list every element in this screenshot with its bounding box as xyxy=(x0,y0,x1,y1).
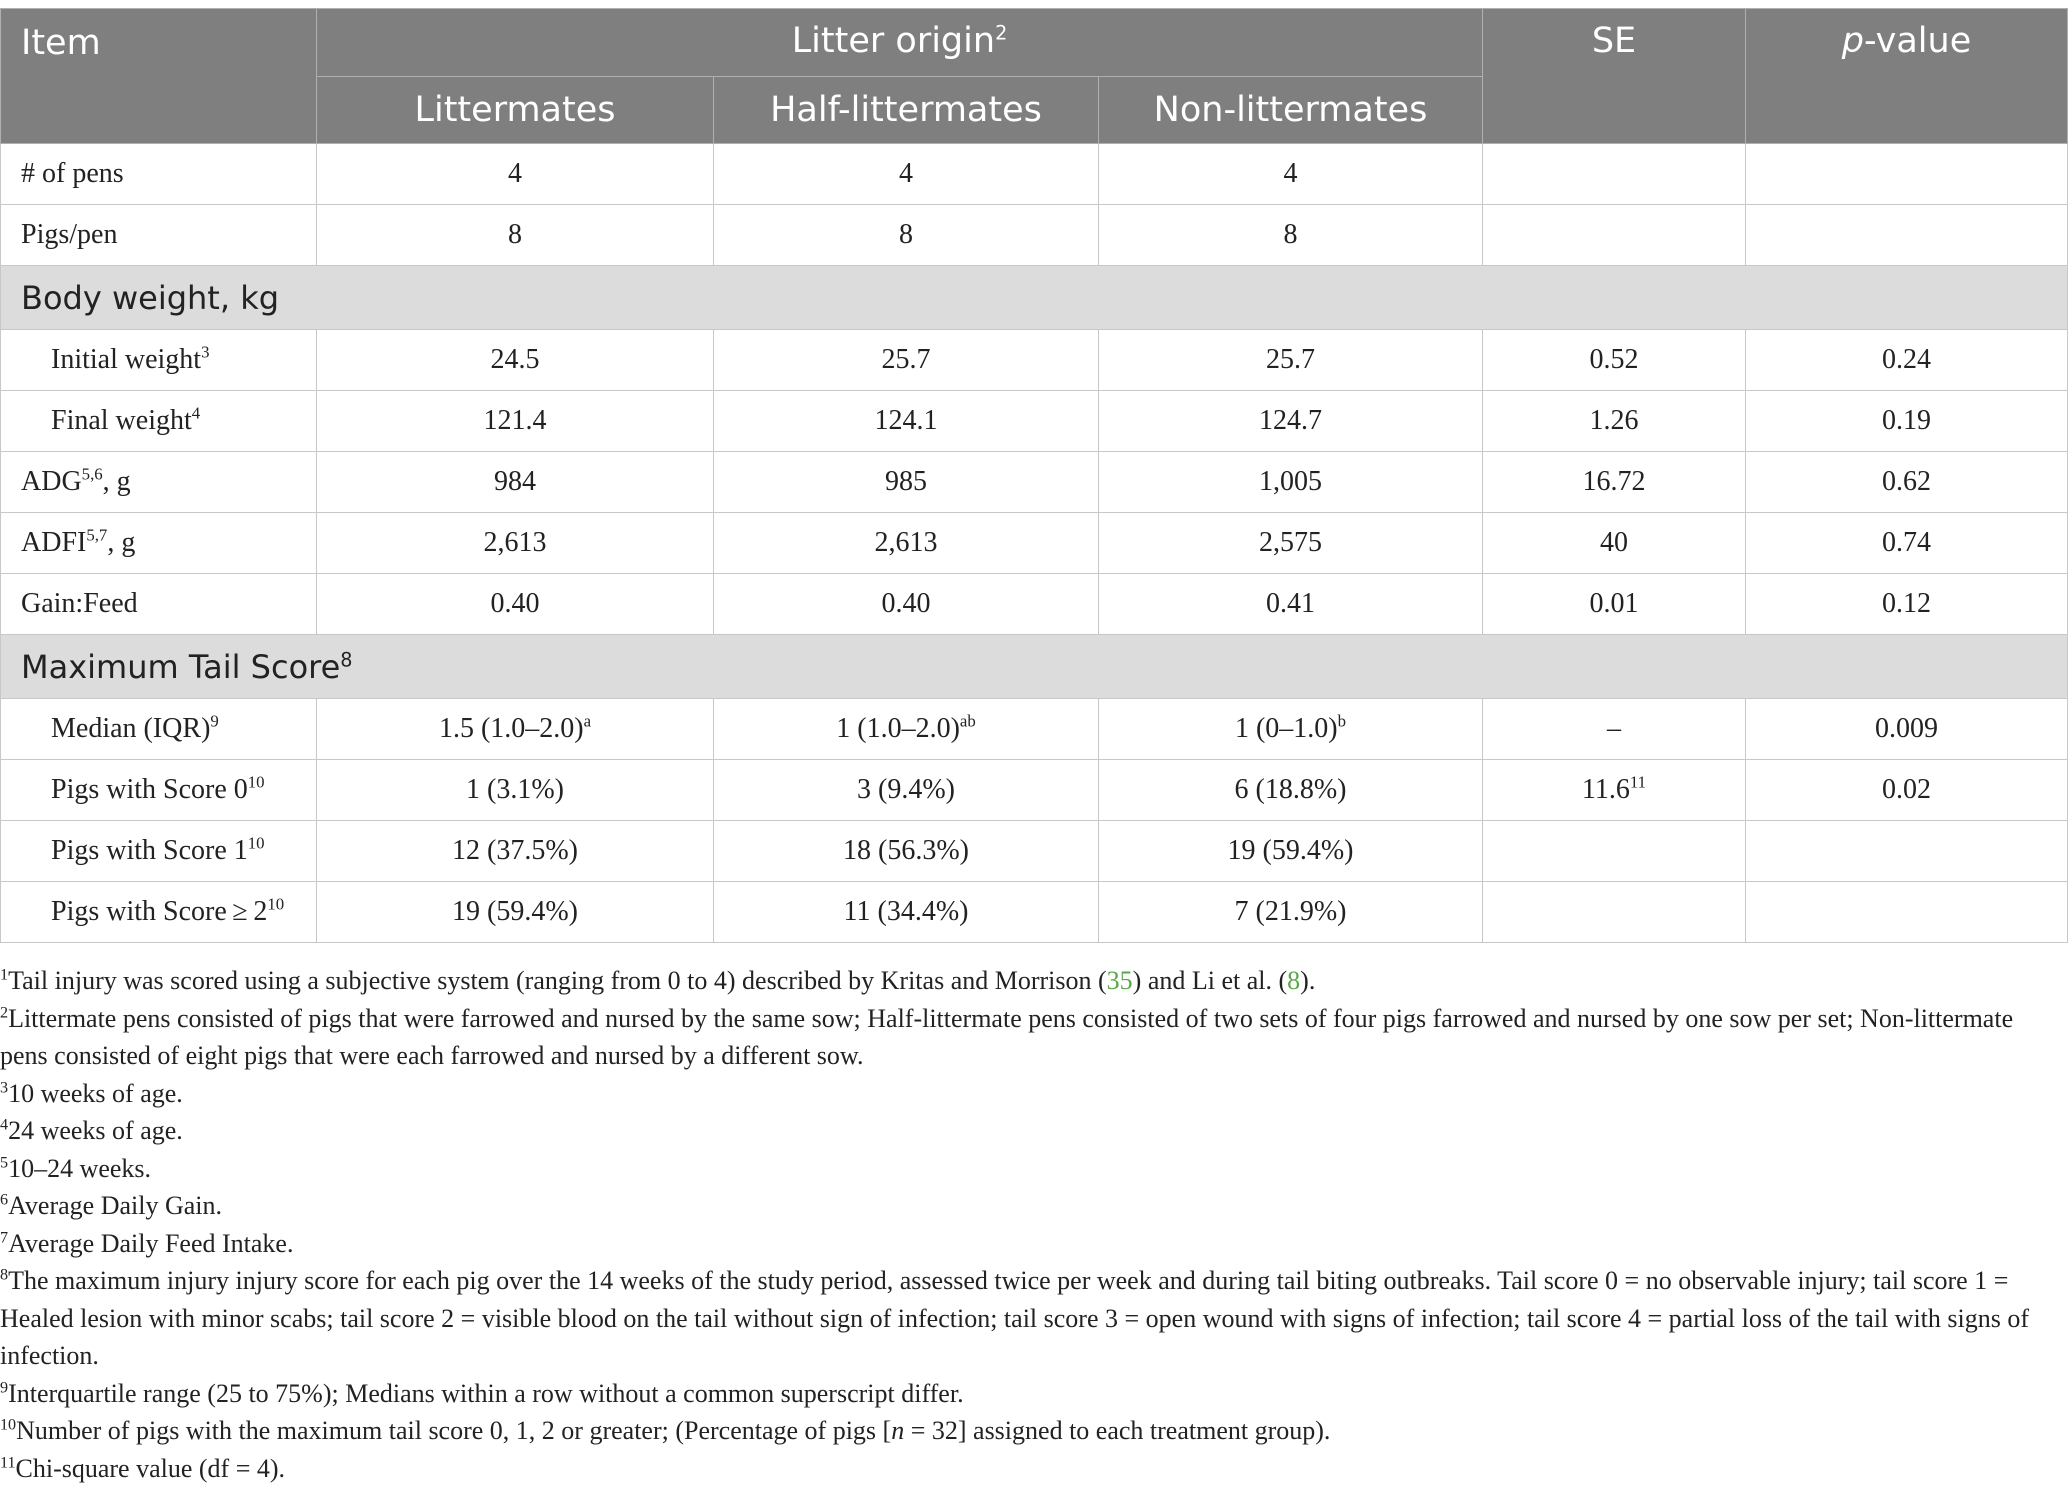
cell-non-littermates: 1,005 xyxy=(1099,452,1483,513)
cell-half-littermates: 11 (34.4%) xyxy=(714,882,1099,943)
row-score-2-plus xyxy=(1,882,2068,943)
cell-half-littermates: 1 $(1.0-2.0)^{ab}$ xyxy=(714,699,1099,760)
section-body-weight xyxy=(1,266,2068,330)
cell-se: 0.01 xyxy=(1483,574,1746,635)
cell-se xyxy=(1483,821,1746,882)
cell-non-littermates: 0.41 xyxy=(1099,574,1483,635)
cell-p-value: 0.74 xyxy=(1746,513,2068,574)
section-tail-score xyxy=(1,635,2068,699)
cell-se: 40 xyxy=(1483,513,1746,574)
cell-littermates: 4 xyxy=(317,144,714,205)
cell-half-littermates: 985 xyxy=(714,452,1099,513)
footnote-9: $^9$Interquartile range (25 to 75%); Medians within a row without a common superscript differ. xyxy=(0,1378,964,1408)
row-pigs-per-pen xyxy=(1,205,2068,266)
cell-se: 11.6$^{11}$ xyxy=(1483,760,1746,821)
row-label: Median (IQR)$^9$ xyxy=(1,699,317,760)
cell-p-value xyxy=(1746,821,2068,882)
cell-p-value: 0.62 xyxy=(1746,452,2068,513)
cell-littermates: 8 xyxy=(317,205,714,266)
cell-non-littermates: 8 xyxy=(1099,205,1483,266)
row-label: Initial weight$^3$ xyxy=(1,330,317,391)
cell-se: 1.26 xyxy=(1483,391,1746,452)
cell-p-value: 0.02 xyxy=(1746,760,2068,821)
cell-se xyxy=(1483,144,1746,205)
header-se: SE xyxy=(1483,9,1746,144)
cell-littermates: 1 (3.1%) xyxy=(317,760,714,821)
cell-littermates: 24.5 xyxy=(317,330,714,391)
footnote-10: $^{10}$Number of pigs with the maximum tail score 0, 1, 2 or greater; (Percentage of pigs [n = 32] assigned to each treatment group). xyxy=(0,1416,1331,1445)
cell-half-littermates: 25.7 xyxy=(714,330,1099,391)
cell-se xyxy=(1483,205,1746,266)
cell-p-value: 0.12 xyxy=(1746,574,2068,635)
cell-p-value xyxy=(1746,144,2068,205)
row-pens xyxy=(1,144,2068,205)
section-title: Maximum Tail Score$^8$ xyxy=(1,635,2068,699)
table-footnotes xyxy=(0,962,2050,1487)
results-table xyxy=(0,8,2068,943)
cell-non-littermates: 25.7 xyxy=(1099,330,1483,391)
row-label: ADFI$^{5,7}$, g xyxy=(1,513,317,574)
cell-p-value: 0.009 xyxy=(1746,699,2068,760)
footnote-3: $^3$10 weeks of age. xyxy=(0,1078,183,1108)
cell-non-littermates: 1 $(0-1.0)^b$ xyxy=(1099,699,1483,760)
cell-p-value: 0.19 xyxy=(1746,391,2068,452)
cell-half-littermates: 3 (9.4%) xyxy=(714,760,1099,821)
header-litter-origin: Litter origin$^2$ xyxy=(317,9,1483,77)
footnote-11: $^{11}$Chi-square value (df = 4). xyxy=(0,1453,286,1483)
footnote-7: $^7$Average Daily Feed Intake. xyxy=(0,1228,294,1258)
cell-se: – xyxy=(1483,699,1746,760)
row-initial-weight xyxy=(1,330,2068,391)
cell-non-littermates: 4 xyxy=(1099,144,1483,205)
cell-half-littermates: 8 xyxy=(714,205,1099,266)
cell-littermates: 1.5 $(1.0-2.0)^a$ xyxy=(317,699,714,760)
header-half-littermates: Half-littermates xyxy=(714,77,1099,144)
cell-p-value xyxy=(1746,205,2068,266)
row-label: Pigs with Score ≥ $2^{10}$ xyxy=(1,882,317,943)
row-label: Pigs/pen xyxy=(1,205,317,266)
reference-link-35[interactable]: 35 xyxy=(1106,966,1133,995)
row-label: Pigs with Score $1^{10}$ xyxy=(1,821,317,882)
header-non-littermates: Non-littermates xyxy=(1099,77,1483,144)
row-label: # of pens xyxy=(1,144,317,205)
footnote-2: $^2$Littermate pens consisted of pigs that were farrowed and nursed by the same sow; Half-littermate pens consisted of two sets of four pigs farrowed and nursed by one sow per set; Non-littermate pens consisted of eight pigs that were each farrowed and nursed by a different sow. xyxy=(0,1003,2014,1070)
section-title: Body weight, kg xyxy=(1,266,2068,330)
cell-half-littermates: 18 (56.3%) xyxy=(714,821,1099,882)
cell-half-littermates: 124.1 xyxy=(714,391,1099,452)
row-median-iqr xyxy=(1,699,2068,760)
cell-p-value xyxy=(1746,882,2068,943)
cell-non-littermates: 7 (21.9%) xyxy=(1099,882,1483,943)
row-score-1 xyxy=(1,821,2068,882)
cell-littermates: 984 xyxy=(317,452,714,513)
row-label: Final weight$^4$ xyxy=(1,391,317,452)
row-score-0 xyxy=(1,760,2068,821)
footnote-5: $^5$10–24 weeks. xyxy=(0,1153,152,1183)
cell-littermates: 19 (59.4%) xyxy=(317,882,714,943)
footnote-8: $^8$The maximum injury injury score for each pig over the 14 weeks of the study period, assessed twice per week and during tail biting outbreaks. Tail score 0 = no observable injury; tail score 1 = Healed lesion with minor scabs; tail score 2 = visible blood on the tail without sign of infection; tail score 3 = open wound with signs of infection; tail score 4 = partial loss of the tail with signs of infection. xyxy=(0,1266,2030,1370)
footnote-1: $^1$Tail injury was scored using a subjective system (ranging from 0 to 4) described by Kritas and Morrison (35) and Li et al. (8). xyxy=(0,966,1316,995)
cell-half-littermates: 0.40 xyxy=(714,574,1099,635)
row-final-weight xyxy=(1,391,2068,452)
cell-se: 0.52 xyxy=(1483,330,1746,391)
row-label: ADG$^{5,6}$, g xyxy=(1,452,317,513)
cell-se xyxy=(1483,882,1746,943)
cell-se: 16.72 xyxy=(1483,452,1746,513)
header-p-value: p-value xyxy=(1746,9,2068,144)
cell-non-littermates: 124.7 xyxy=(1099,391,1483,452)
cell-littermates: 121.4 xyxy=(317,391,714,452)
footnote-6: $^6$Average Daily Gain. xyxy=(0,1191,222,1220)
cell-non-littermates: 19 (59.4%) xyxy=(1099,821,1483,882)
row-adg xyxy=(1,452,2068,513)
cell-half-littermates: 4 xyxy=(714,144,1099,205)
row-label: Gain:Feed xyxy=(1,574,317,635)
cell-half-littermates: 2,613 xyxy=(714,513,1099,574)
cell-littermates: 2,613 xyxy=(317,513,714,574)
row-adfi xyxy=(1,513,2068,574)
reference-link-8[interactable]: 8 xyxy=(1287,966,1301,995)
footnote-4: $^4$24 weeks of age. xyxy=(0,1116,183,1145)
cell-littermates: 12 (37.5%) xyxy=(317,821,714,882)
data-table-container xyxy=(0,8,2068,943)
row-label: Pigs with Score $0^{10}$ xyxy=(1,760,317,821)
cell-littermates: 0.40 xyxy=(317,574,714,635)
header-littermates: Littermates xyxy=(317,77,714,144)
cell-p-value: 0.24 xyxy=(1746,330,2068,391)
cell-non-littermates: 6 (18.8%) xyxy=(1099,760,1483,821)
cell-non-littermates: 2,575 xyxy=(1099,513,1483,574)
header-item: Item xyxy=(1,9,317,144)
row-gain-feed xyxy=(1,574,2068,635)
